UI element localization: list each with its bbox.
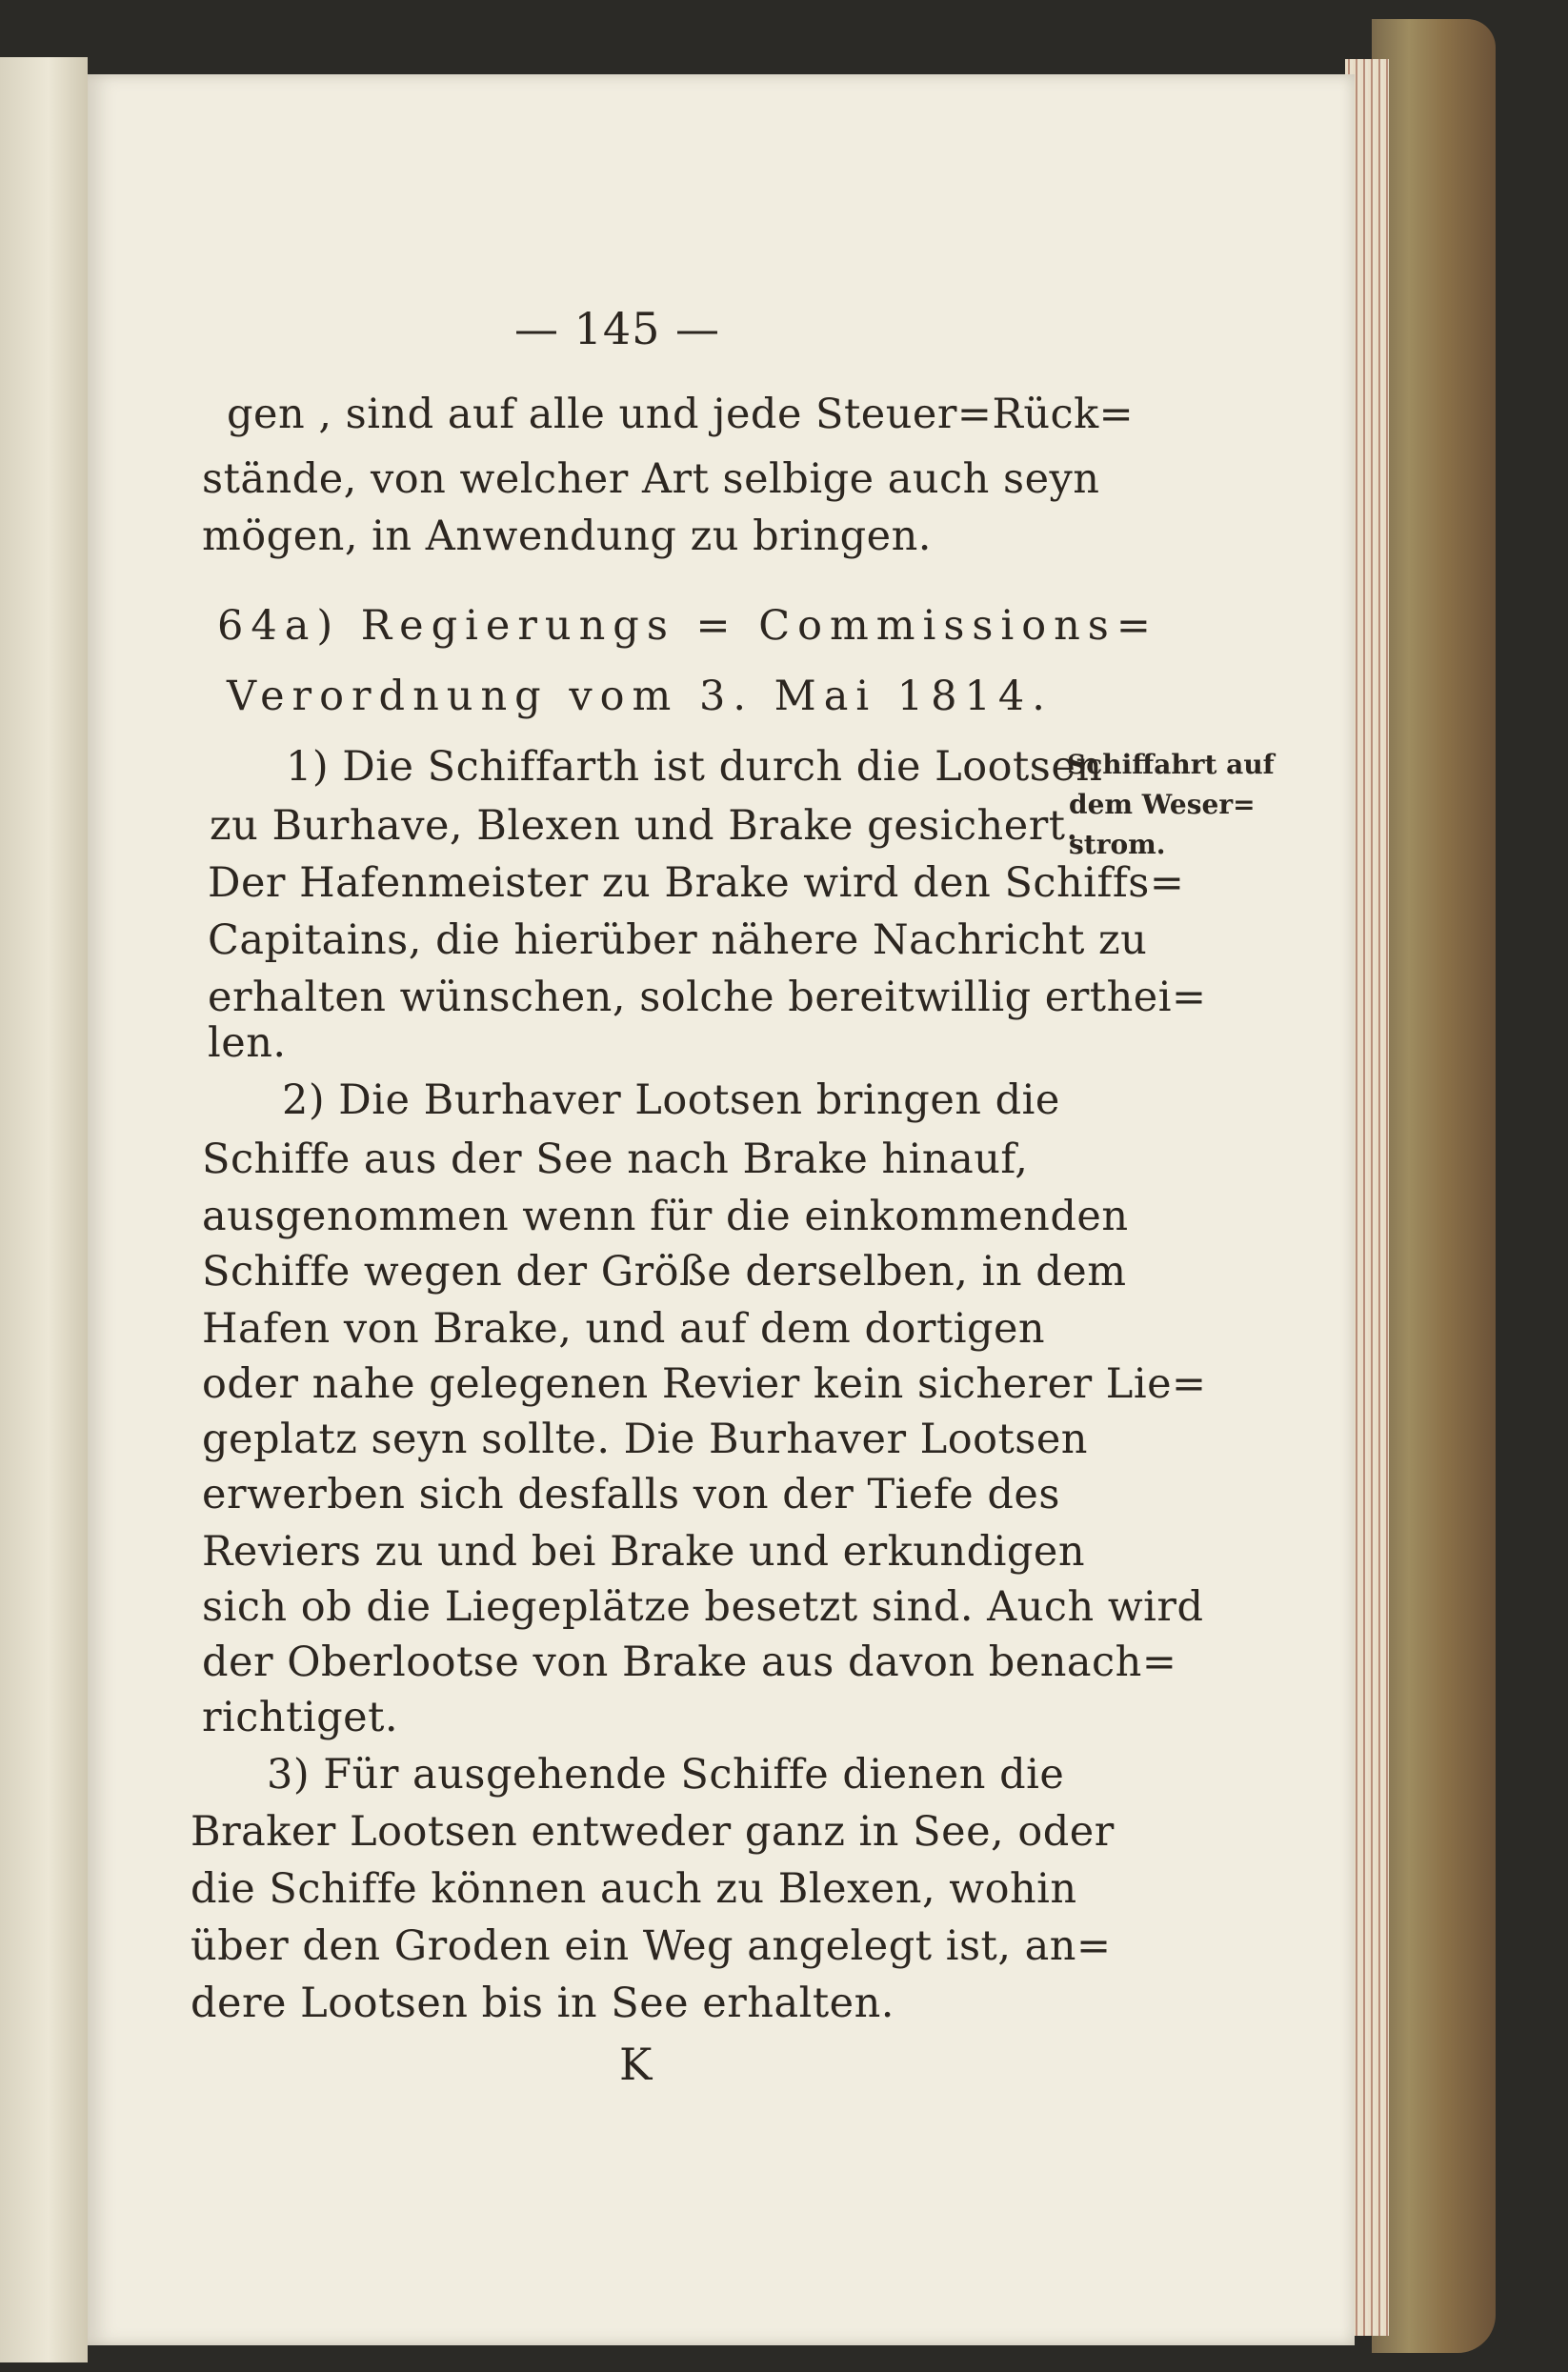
text-line: Braker Lootsen entweder ganz in See, oder <box>191 1808 1115 1856</box>
text-line: erhalten wünschen, solche bereitwillig erthei= <box>208 974 1207 1021</box>
text-line: 2) Die Burhaver Lootsen bringen die <box>282 1076 1060 1124</box>
text-line: der Oberlootse von Brake aus davon benach= <box>202 1638 1177 1686</box>
text-line: Reviers zu und bei Brake und erkundigen <box>202 1528 1086 1576</box>
text-line: sich ob die Liegeplätze besetzt sind. Auch wird <box>202 1583 1204 1631</box>
section-heading: Verordnung vom 3. Mai 1814. <box>227 673 1053 720</box>
section-heading: 64a) Regierungs = Commissions= <box>217 602 1158 650</box>
text-line: die Schiffe können auch zu Blexen, wohin <box>191 1865 1077 1913</box>
margin-note-line: strom. <box>1069 829 1166 860</box>
text-line: Hafen von Brake, und auf dem dortigen <box>202 1305 1046 1353</box>
text-line: richtiget. <box>202 1694 399 1741</box>
book-cover <box>1372 19 1496 2353</box>
text-line: 3) Für ausgehende Schiffe dienen die <box>267 1751 1065 1799</box>
text-line: Schiffe aus der See nach Brake hinauf, <box>202 1136 1029 1183</box>
text-line: Schiffe wegen der Größe derselben, in dem <box>202 1248 1127 1296</box>
margin-note-line: dem Weser= <box>1069 789 1256 820</box>
text-line: Der Hafenmeister zu Brake wird den Schiffs= <box>208 859 1185 907</box>
text-line: zu Burhave, Blexen und Brake gesichert. <box>210 802 1079 850</box>
text-line: stände, von welcher Art selbige auch seyn <box>202 455 1100 503</box>
text-line: Capitains, die hierüber nähere Nachricht zu <box>208 916 1148 964</box>
text-line: len. <box>208 1019 287 1067</box>
text-line: ausgenommen wenn für die einkommenden <box>202 1193 1129 1240</box>
page-header: — 145 — <box>514 303 721 354</box>
margin-note-line: Schiffahrt auf <box>1067 749 1275 780</box>
text-line: dere Lootsen bis in See erhalten. <box>191 1980 895 2027</box>
text-line: erwerben sich desfalls von der Tiefe des <box>202 1471 1060 1518</box>
text-line: geplatz seyn sollte. Die Burhaver Lootsen <box>202 1416 1088 1463</box>
text-line: über den Groden ein Weg angelegt ist, an= <box>191 1922 1112 1970</box>
signature-mark: K <box>619 2039 653 2090</box>
text-line: gen , sind auf alle und jede Steuer=Rück= <box>227 391 1135 438</box>
text-line: oder nahe gelegenen Revier kein sicherer Lie= <box>202 1360 1207 1408</box>
text-line: 1) Die Schiffarth ist durch die Lootsen <box>286 743 1103 791</box>
left-page-edge <box>0 57 88 2362</box>
text-line: mögen, in Anwendung zu bringen. <box>202 513 932 560</box>
